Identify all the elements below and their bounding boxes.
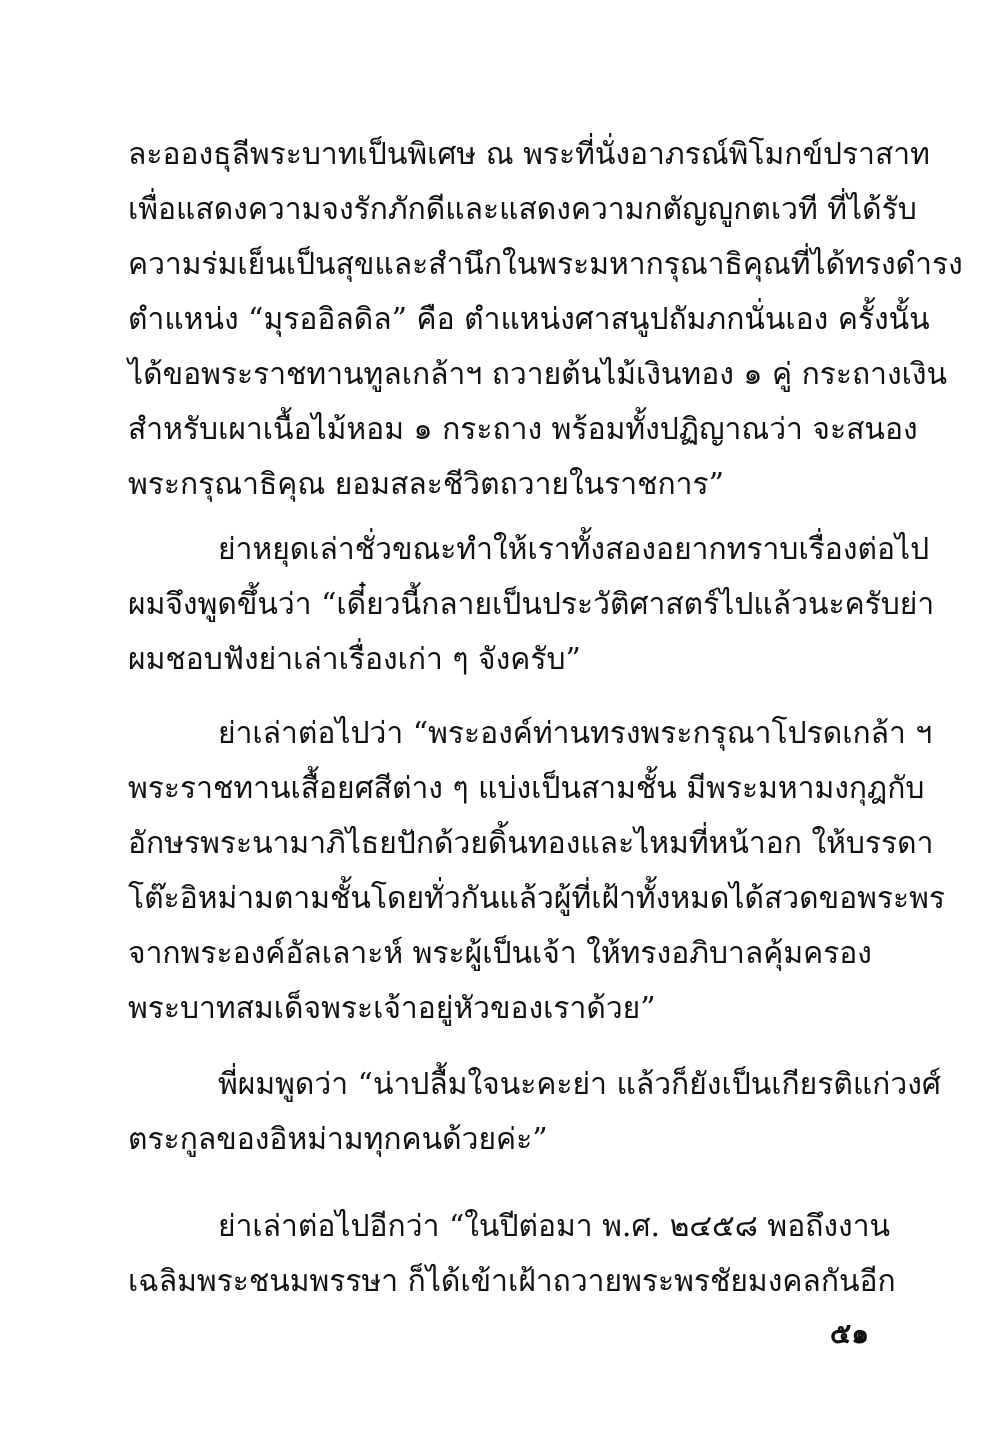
paragraph-2-line-2: ผมจึงพูดขึ้นว่า “เดี๋ยวนี้กลายเป็นประวัติศาสตร์ไปแล้วนะครับย่า bbox=[128, 587, 935, 622]
paragraph-4-line-2: ตระกูลของอิหม่ามทุกคนด้วยค่ะ” bbox=[128, 1122, 548, 1157]
paragraph-1-line-4: ตำแหน่ง “มุรออิลดิล” คือ ตำแหน่งศาสนูปถัมภกนั่นเอง ครั้งนั้น bbox=[128, 302, 930, 337]
paragraph-1-line-7: พระกรุณาธิคุณ ยอมสละชีวิตถวายในราชการ” bbox=[128, 467, 724, 502]
paragraph-3-line-2: พระราชทานเสื้อยศสีต่าง ๆ แบ่งเป็นสามชั้น มีพระมหามงกุฎกับ bbox=[128, 771, 925, 806]
paragraph-1-line-2: เพื่อแสดงความจงรักภักดีและแสดงความกตัญญูกตเวที ที่ได้รับ bbox=[128, 192, 917, 227]
paragraph-5-line-2: เฉลิมพระชนมพรรษา ก็ได้เข้าเฝ้าถวายพระพรชัยมงคลกันอีก bbox=[128, 1264, 896, 1299]
paragraph-4-line-1: พี่ผมพูดว่า “น่าปลื้มใจนะคะย่า แล้วก็ยังเป็นเกียรติแก่วงศ์ bbox=[218, 1067, 941, 1102]
paragraph-3-line-3: อักษรพระนามาภิไธยปักด้วยดิ้นทองและไหมที่หน้าอก ให้บรรดา bbox=[128, 826, 934, 861]
paragraph-1-line-3: ความร่มเย็นเป็นสุขและสำนึกในพระมหากรุณาธิคุณที่ได้ทรงดำรง bbox=[128, 247, 963, 282]
page-number: ๕๑ bbox=[830, 1317, 869, 1350]
paragraph-3-line-5: จากพระองค์อัลเลาะห์ พระผู้เป็นเจ้า ให้ทรงอภิบาลคุ้มครอง bbox=[128, 936, 872, 971]
paragraph-5-line-1: ย่าเล่าต่อไปอีกว่า “ในปีต่อมา พ.ศ. ๒๔๕๘ พอถึงงาน bbox=[218, 1209, 891, 1244]
paragraph-3-line-1: ย่าเล่าต่อไปว่า “พระองค์ท่านทรงพระกรุณาโปรดเกล้า ฯ bbox=[218, 716, 933, 751]
paragraph-3-line-6: พระบาทสมเด็จพระเจ้าอยู่หัวของเราด้วย” bbox=[128, 991, 656, 1026]
paragraph-1-line-1: ละอองธุลีพระบาทเป็นพิเศษ ณ พระที่นั่งอาภรณ์พิโมกข์ปราสาท bbox=[128, 137, 930, 172]
paragraph-1-line-5: ได้ขอพระราชทานทูลเกล้าฯ ถวายต้นไม้เงินทอง ๑ คู่ กระถางเงิน bbox=[128, 357, 948, 392]
paragraph-1-line-6: สำหรับเผาเนื้อไม้หอม ๑ กระถาง พร้อมทั้งปฏิญาณว่า จะสนอง bbox=[128, 412, 918, 447]
paragraph-2-line-3: ผมชอบฟังย่าเล่าเรื่องเก่า ๆ จังครับ” bbox=[128, 642, 581, 677]
paragraph-2-line-1: ย่าหยุดเล่าชั่วขณะทำให้เราทั้งสองอยากทราบเรื่องต่อไป bbox=[218, 532, 930, 567]
paragraph-3-line-4: โต๊ะอิหม่ามตามชั้นโดยทั่วกันแล้วผู้ที่เฝ้าทั้งหมดได้สวดขอพระพร bbox=[128, 881, 946, 916]
